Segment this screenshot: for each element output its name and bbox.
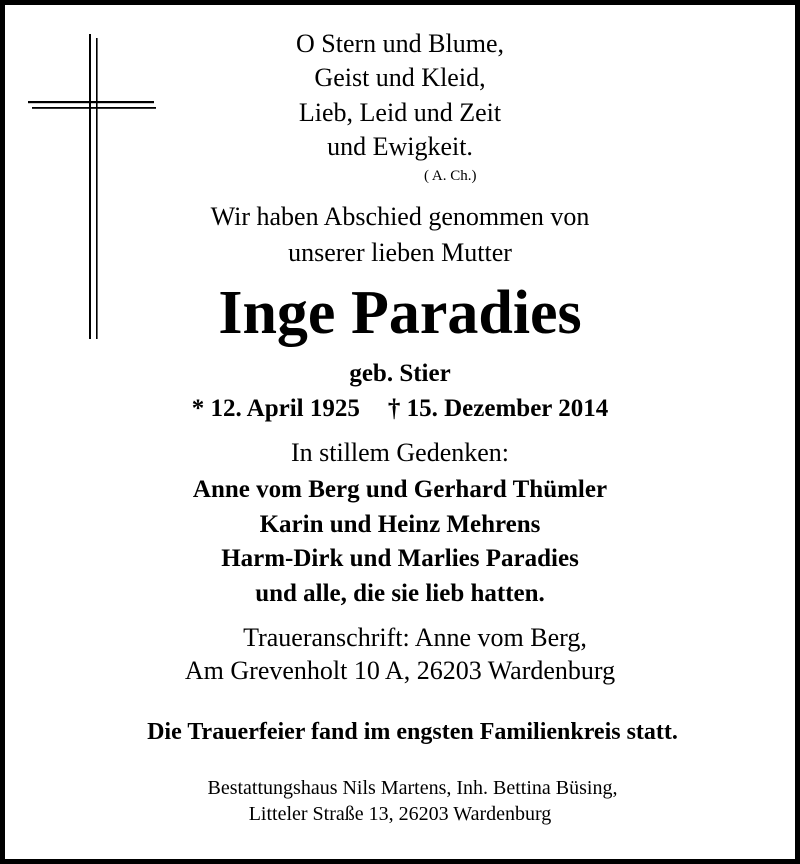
intro-line-2: unserer lieben Mutter	[288, 238, 512, 267]
birth-name: geb. Stier	[349, 360, 451, 387]
address-line-1: Traueranschrift: Anne vom Berg,	[243, 623, 587, 652]
life-dates	[0, 396, 800, 421]
undertaker-line-1: Bestattungshaus Nils Martens, Inh. Bettina Büsing,	[207, 777, 618, 799]
death-date: † 15. Dezember 2014	[387, 395, 609, 422]
mourner-line-4: und alle, die sie lieb hatten.	[255, 580, 545, 607]
undertaker-line-2: Litteler Straße 13, 26203 Wardenburg	[248, 803, 552, 825]
mourner-line-1: Anne vom Berg und Gerhard Thümler	[192, 476, 608, 503]
birth-date: * 12. April 1925	[191, 395, 360, 422]
intro-line-1: Wir haben Abschied genommen von	[210, 202, 590, 231]
poem-line-4: und Ewigkeit.	[327, 132, 473, 161]
poem-attribution: ( A. Ch.)	[424, 168, 477, 184]
mourner-line-2: Karin und Heinz Mehrens	[259, 511, 541, 538]
address-line-2: Am Grevenholt 10 A, 26203 Wardenburg	[184, 656, 616, 685]
mourners-heading: In stillem Gedenken:	[290, 438, 510, 467]
mourner-line-3: Harm-Dirk und Marlies Paradies	[221, 545, 579, 572]
ceremony-note: Die Trauerfeier fand im engsten Familienkreis statt.	[147, 719, 678, 745]
deceased-name: Inge Paradies	[218, 279, 582, 347]
poem-line-1: O Stern und Blume,	[296, 29, 504, 58]
poem-line-2: Geist und Kleid,	[314, 63, 486, 92]
poem-line-3: Lieb, Leid und Zeit	[298, 98, 502, 127]
